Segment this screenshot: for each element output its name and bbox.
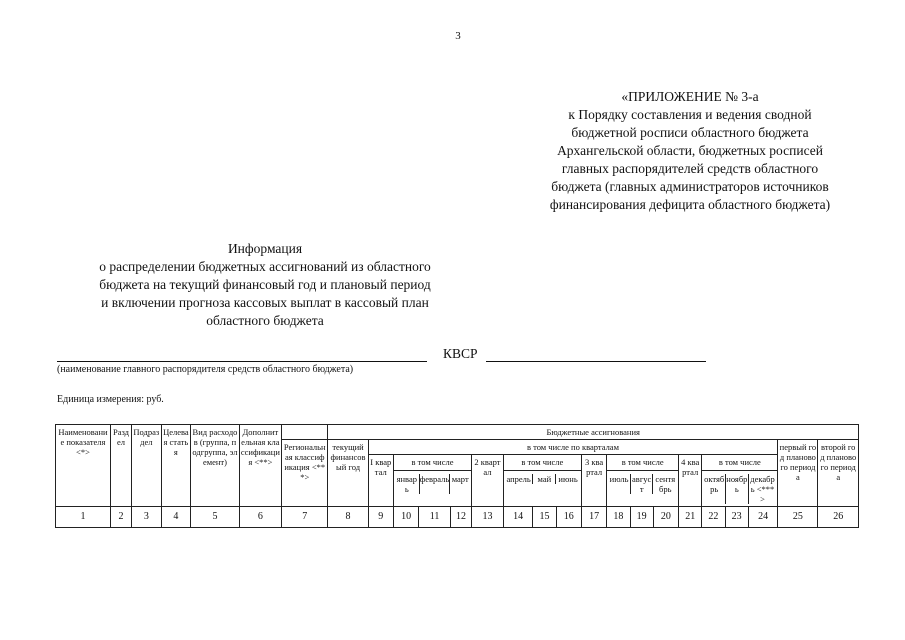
column-number-cell: 22	[702, 507, 725, 528]
column-number-cell: 4	[161, 507, 191, 528]
org-name-blank	[57, 360, 427, 362]
col-header-regional-top	[282, 425, 328, 440]
q4-incl-label: в том числе	[702, 457, 777, 471]
column-number-cell: 6	[239, 507, 281, 528]
column-number-cell: 17	[581, 507, 606, 528]
col-header-podrazdel: Подраздел	[132, 425, 162, 507]
budget-header: Бюджетные ассигнования	[328, 425, 859, 440]
appendix-line: бюджетной росписи областного бюджета	[571, 125, 809, 140]
column-number-cell: 23	[725, 507, 748, 528]
quarters-header: в том числе по кварталам	[368, 440, 778, 455]
column-number-cell: 26	[818, 507, 859, 528]
q3-incl-header	[607, 455, 679, 507]
column-number-row	[56, 507, 859, 528]
column-number-cell: 13	[472, 507, 504, 528]
month-jun: июнь	[558, 474, 578, 484]
month-jul: июль	[608, 474, 631, 494]
column-number-cell: 21	[679, 507, 702, 528]
appendix-line: финансирования дефицита областного бюджета)	[549, 197, 831, 212]
column-number-cell: 9	[368, 507, 393, 528]
q4-incl-header	[702, 455, 778, 507]
q3-incl-label: в том числе	[607, 457, 678, 471]
column-number-cell: 2	[110, 507, 131, 528]
title-line: и включении прогноза кассовых выплат в кассовый план	[101, 295, 429, 310]
appendix-line: Архангельской области, бюджетных росписей	[557, 143, 823, 158]
month-dec: декабрь <***>	[750, 474, 775, 504]
col-header-q3: 3 квартал	[581, 455, 606, 507]
appendix-line: «ПРИЛОЖЕНИЕ № 3-а	[621, 89, 759, 104]
unit-label: Единица измерения: руб.	[57, 394, 164, 405]
col-header-q1: I квартал	[368, 455, 393, 507]
month-oct: октябрь	[703, 474, 726, 504]
month-sep: сентябрь	[655, 474, 676, 494]
col-header-target: Целевая статья	[161, 425, 191, 507]
q1-incl-header	[393, 455, 471, 507]
column-number-cell: 14	[503, 507, 533, 528]
col-header-q4: 4 квартал	[679, 455, 702, 507]
column-number-cell: 24	[748, 507, 778, 528]
title-line: Информация	[227, 241, 303, 256]
title-line: областного бюджета	[206, 313, 324, 328]
appendix-line: к Порядку составления и ведения сводной	[568, 107, 812, 122]
q1-incl-label: в том числе	[394, 457, 471, 471]
title-line: бюджета на текущий финансовый год и плановый период	[99, 277, 431, 292]
q2-incl-label: в том числе	[504, 457, 581, 471]
appendix-header	[505, 88, 875, 214]
column-number-cell: 10	[393, 507, 418, 528]
page-number: 3	[455, 30, 461, 42]
column-number-cell: 18	[607, 507, 630, 528]
org-name-caption: (наименование главного распорядителя средств областного бюджета)	[57, 364, 354, 375]
q2-incl-header	[503, 455, 581, 507]
column-number-cell: 12	[450, 507, 471, 528]
col-header-name: Наименование показателя <*>	[56, 425, 111, 507]
col-header-second-plan-year: второй год планового периода	[818, 440, 859, 507]
month-aug: август	[631, 474, 654, 494]
col-header-first-plan-year: первый год планового периода	[778, 440, 818, 507]
column-number-cell: 11	[419, 507, 451, 528]
column-number-cell: 16	[556, 507, 581, 528]
col-header-regional: Региональная классификация <***>	[282, 440, 328, 507]
month-mar: март	[451, 474, 469, 484]
month-nov: ноябрь	[726, 474, 749, 504]
appendix-line: бюджета (главных администраторов источников	[551, 179, 829, 194]
column-number-cell: 1	[56, 507, 111, 528]
col-header-current-year: текущий финансовый год	[328, 440, 368, 507]
column-number-cell: 15	[533, 507, 556, 528]
month-may: май	[533, 474, 556, 484]
appendix-line: главных распорядителей средств областного	[561, 161, 819, 176]
column-number-cell: 7	[282, 507, 328, 528]
col-header-expense-type: Вид расходов (группа, подгруппа, элемент)	[191, 425, 240, 507]
column-number-cell: 20	[653, 507, 678, 528]
col-header-additional: Дополнительная классификация <**>	[239, 425, 281, 507]
kvsr-label: КВСР	[443, 346, 478, 361]
month-jan: январь	[395, 474, 420, 494]
column-number-cell: 25	[778, 507, 818, 528]
kvsr-blank	[486, 360, 706, 362]
budget-table	[55, 424, 859, 528]
month-apr: апрель	[505, 474, 534, 484]
month-feb: февраль	[420, 474, 451, 494]
col-header-q2: 2 квартал	[472, 455, 504, 507]
title-line: о распределении бюджетных ассигнований из областного	[99, 259, 431, 274]
column-number-cell: 8	[328, 507, 368, 528]
col-header-razdel: Раздел	[110, 425, 131, 507]
column-number-cell: 3	[132, 507, 162, 528]
document-title	[55, 240, 475, 330]
column-number-cell: 19	[630, 507, 653, 528]
column-number-cell: 5	[191, 507, 240, 528]
